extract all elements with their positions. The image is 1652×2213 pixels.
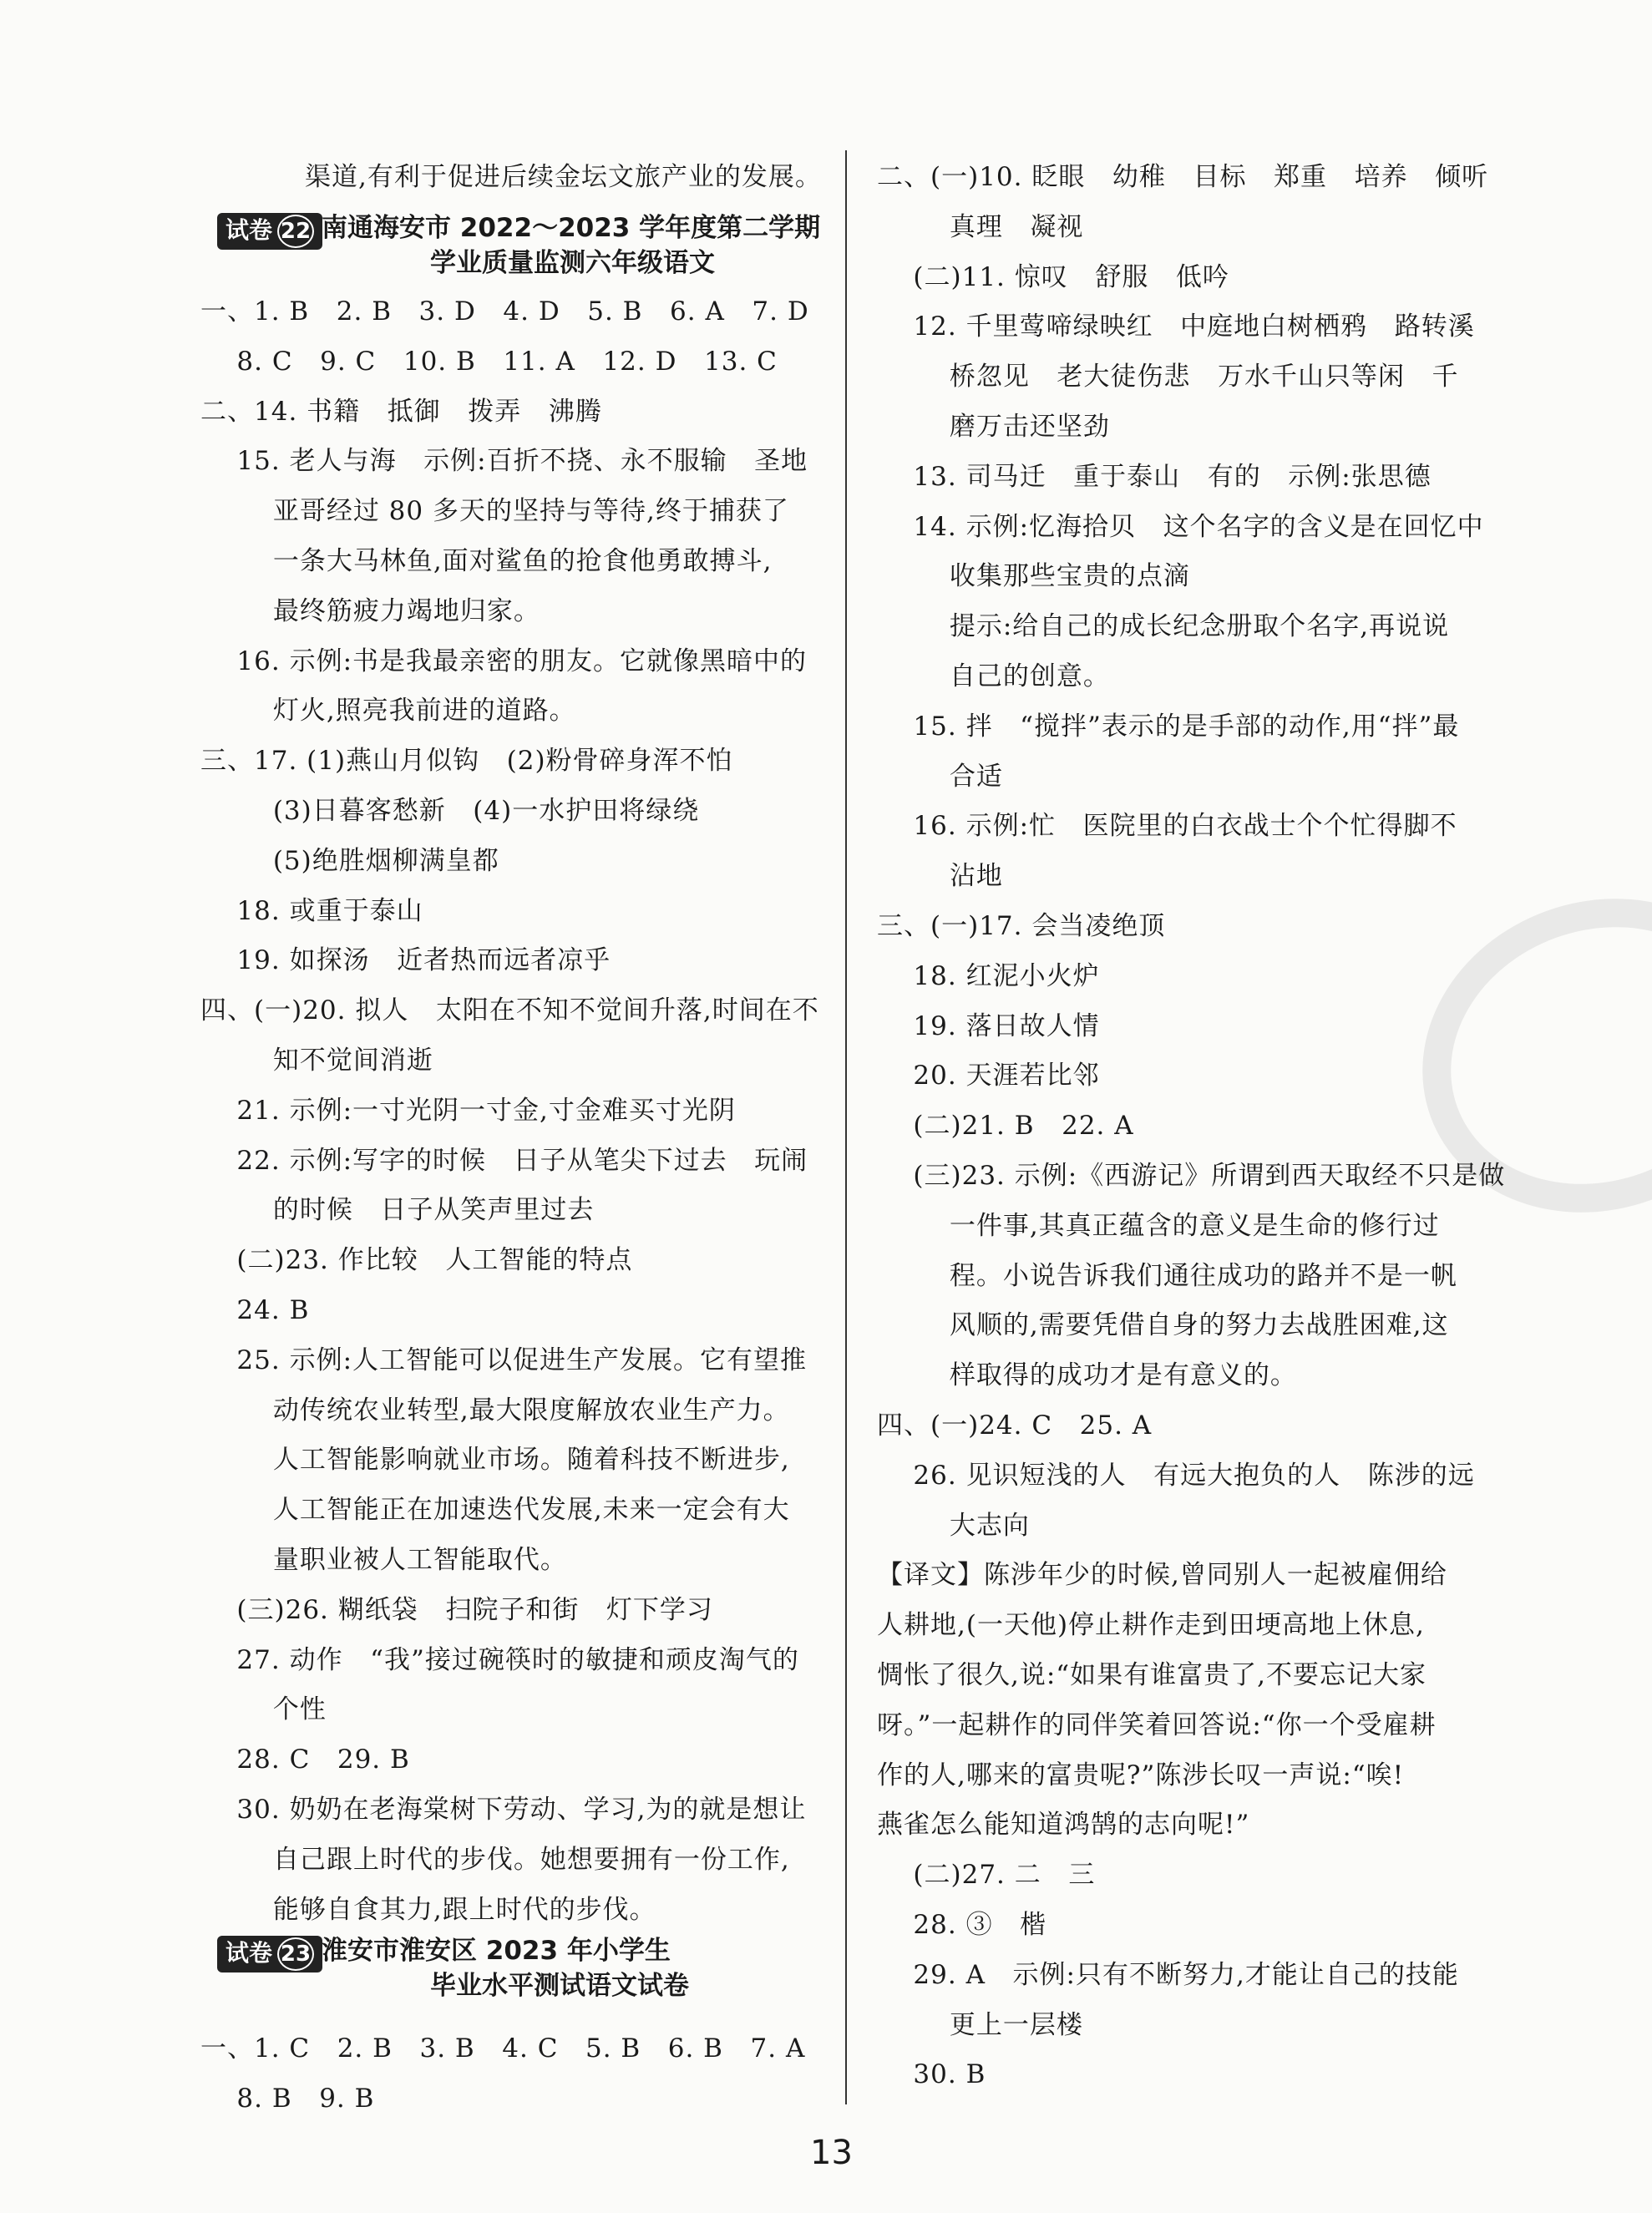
answer-line: 28. C 29. B bbox=[200, 1745, 410, 1775]
answer-line: 21. 示例:一寸光阴一寸金,寸金难买寸光阴 bbox=[200, 1095, 736, 1126]
answer-line: (3)日暮客愁新 (4)一水护田将绿绕 bbox=[200, 796, 700, 826]
answer-line: (三)26. 糊纸袋 扫院子和街 灯下学习 bbox=[200, 1594, 713, 1625]
answer-line: 桥忽见 老大徒伤悲 万水千山只等闲 千 bbox=[877, 362, 1459, 392]
answer-line: 12. 千里莺啼绿映红 中庭地白树栖鸦 路转溪 bbox=[877, 311, 1475, 342]
answer-line: 磨万击还坚劲 bbox=[877, 412, 1110, 442]
answer-line: 燕雀怎么能知道鸿鹄的志向呢!” bbox=[877, 1810, 1250, 1841]
answer-line: 三、(一)17. 会当凌绝顶 bbox=[877, 911, 1166, 941]
answer-line: 真理 凝视 bbox=[877, 211, 1084, 242]
answer-line: 25. 示例:人工智能可以促进生产发展。它有望推 bbox=[200, 1345, 808, 1375]
answer-line: 惆怅了很久,说:“如果有谁富贵了,不要忘记大家 bbox=[877, 1660, 1426, 1690]
answer-line: 更上一层楼 bbox=[877, 2009, 1083, 2040]
answer-line: 30. B bbox=[877, 2059, 986, 2090]
answer-line: 一、1. C 2. B 3. B 4. C 5. B 6. B 7. A bbox=[200, 2033, 806, 2064]
exam-badge bbox=[217, 1936, 322, 1972]
answer-line: 收集那些宝贵的点滴 bbox=[877, 561, 1190, 592]
answer-line: 亚哥经过 80 多天的坚持与等待,终于捕获了 bbox=[200, 496, 789, 527]
answer-line: 29. A 示例:只有不断努力,才能让自己的技能 bbox=[877, 1959, 1459, 1990]
page-number: 13 bbox=[810, 2134, 853, 2172]
answer-line: 作的人,哪来的富贵呢?”陈涉长叹一声说:“唉! bbox=[877, 1760, 1405, 1790]
exam-title-line2: 毕业水平测试语文试卷 bbox=[430, 1971, 689, 2001]
answer-line: 动传统农业转型,最大限度解放农业生产力。 bbox=[200, 1395, 790, 1426]
answer-line: 一、1. B 2. B 3. D 4. D 5. B 6. A 7. D bbox=[200, 296, 809, 327]
answer-line: 二、14. 书籍 抵御 拨弄 沸腾 bbox=[200, 396, 602, 427]
answer-line: 15. 老人与海 示例:百折不挠、永不服输 圣地 bbox=[200, 446, 808, 477]
answer-line: 合适 bbox=[877, 761, 1003, 792]
answer-line: 20. 天涯若比邻 bbox=[877, 1061, 1100, 1091]
answer-line: (二)11. 惊叹 舒服 低吟 bbox=[877, 261, 1229, 292]
answer-line: 二、(一)10. 眨眼 幼稚 目标 郑重 培养 倾听 bbox=[877, 162, 1489, 192]
answer-line: 26. 见识短浅的人 有远大抱负的人 陈涉的远 bbox=[877, 1460, 1475, 1491]
answer-line: 28. ③ 楷 bbox=[877, 1910, 1047, 1940]
exam-badge-label: 试卷 bbox=[226, 216, 273, 244]
answer-line: 沾地 bbox=[877, 861, 1003, 892]
answer-line: (5)绝胜烟柳满皇都 bbox=[200, 845, 499, 876]
answer-line: (二)21. B 22. A bbox=[877, 1111, 1134, 1142]
answer-line: 18. 或重于泰山 bbox=[200, 895, 423, 926]
exam-badge-number: 22 bbox=[277, 215, 314, 248]
answer-line: 的时候 日子从笑声里过去 bbox=[200, 1195, 595, 1226]
answer-line: 自己的创意。 bbox=[877, 661, 1110, 691]
exam-badge-number: 23 bbox=[277, 1937, 314, 1971]
watermark-logo bbox=[1378, 850, 1652, 1261]
answer-line: 三、17. (1)燕山月似钩 (2)粉骨碎身浑不怕 bbox=[200, 746, 733, 777]
answer-line: 16. 示例:忙 医院里的白衣战士个个忙得脚不 bbox=[877, 811, 1457, 842]
answer-line: 呀。”一起耕作的同伴笑着回答说:“你一个受雇耕 bbox=[877, 1709, 1437, 1740]
answer-line: 24. B bbox=[200, 1295, 310, 1325]
exam-title-line1: 淮安市淮安区 2023 年小学生 bbox=[322, 1936, 671, 1966]
answer-line: 能够自食其力,跟上时代的步伐。 bbox=[200, 1894, 656, 1925]
column-divider bbox=[845, 150, 847, 2104]
answer-line: 程。小说告诉我们通往成功的路并不是一帆 bbox=[877, 1260, 1457, 1291]
answer-line: 15. 拌 “搅拌”表示的是手部的动作,用“拌”最 bbox=[877, 711, 1460, 742]
answer-line: 四、(一)24. C 25. A bbox=[877, 1410, 1153, 1441]
answer-line: 知不觉间消逝 bbox=[200, 1046, 433, 1076]
answer-line: 16. 示例:书是我最亲密的朋友。它就像黑暗中的 bbox=[200, 646, 808, 676]
answer-line: 19. 如探汤 近者热而远者凉乎 bbox=[200, 945, 611, 976]
answer-line: 人工智能影响就业市场。随着科技不断进步, bbox=[200, 1445, 790, 1476]
answer-line: 8. C 9. C 10. B 11. A 12. D 13. C bbox=[200, 346, 778, 377]
answer-line: 四、(一)20. 拟人 太阳在不知不觉间升落,时间在不 bbox=[200, 995, 819, 1026]
answer-line: 样取得的成功才是有意义的。 bbox=[877, 1360, 1297, 1391]
exam-badge-label: 试卷 bbox=[226, 1939, 273, 1967]
answer-line: (二)23. 作比较 人工智能的特点 bbox=[200, 1245, 633, 1276]
answer-line: 人耕地,(一天他)停止耕作走到田埂高地上休息, bbox=[877, 1610, 1425, 1641]
answer-line: 18. 红泥小火炉 bbox=[877, 960, 1100, 991]
exam-title-line2: 学业质量监测六年级语文 bbox=[430, 248, 715, 278]
answer-line: 【译文】陈涉年少的时候,曾同别人一起被雇佣给 bbox=[877, 1560, 1447, 1591]
answer-line: 灯火,照亮我前进的道路。 bbox=[200, 696, 576, 727]
answer-line: 风顺的,需要凭借自身的努力去战胜困难,这 bbox=[877, 1310, 1449, 1341]
answer-line: 大志向 bbox=[877, 1510, 1030, 1541]
answer-line: (二)27. 二 三 bbox=[877, 1860, 1096, 1891]
answer-line: (三)23. 示例:《西游记》所谓到西天取经不只是做 bbox=[877, 1161, 1506, 1191]
answer-line: 19. 落日故人情 bbox=[877, 1010, 1100, 1041]
answer-line: 8. B 9. B bbox=[200, 2083, 375, 2114]
answer-line: 自己跟上时代的步伐。她想要拥有一份工作, bbox=[200, 1844, 790, 1875]
answer-line: 22. 示例:写字的时候 日子从笔尖下过去 玩闹 bbox=[200, 1145, 808, 1176]
answer-line: 渠道,有利于促进后续金坛文旅产业的发展。 bbox=[305, 162, 822, 192]
answer-line: 13. 司马迁 重于泰山 有的 示例:张思德 bbox=[877, 461, 1432, 492]
answer-line: 量职业被人工智能取代。 bbox=[200, 1545, 567, 1575]
answer-line: 30. 奶奶在老海棠树下劳动、学习,为的就是想让 bbox=[200, 1795, 807, 1825]
exam-title-line1: 南通海安市 2022～2023 学年度第二学期 bbox=[322, 213, 821, 243]
answer-line: 14. 示例:忆海拾贝 这个名字的含义是在回忆中 bbox=[877, 511, 1484, 542]
answer-line: 最终筋疲力竭地归家。 bbox=[200, 595, 540, 626]
answer-line: 个性 bbox=[200, 1694, 327, 1725]
answer-line: 一件事,其真正蕴含的意义是生命的修行过 bbox=[877, 1210, 1440, 1241]
answer-line: 提示:给自己的成长纪念册取个名字,再说说 bbox=[877, 611, 1450, 642]
answer-line: 27. 动作 “我”接过碗筷时的敏捷和顽皮淘气的 bbox=[200, 1644, 799, 1675]
answer-line: 一条大马林鱼,面对鲨鱼的抢食他勇敢搏斗, bbox=[200, 546, 773, 576]
answer-line: 人工智能正在加速迭代发展,未来一定会有大 bbox=[200, 1495, 790, 1526]
exam-badge bbox=[217, 213, 322, 250]
